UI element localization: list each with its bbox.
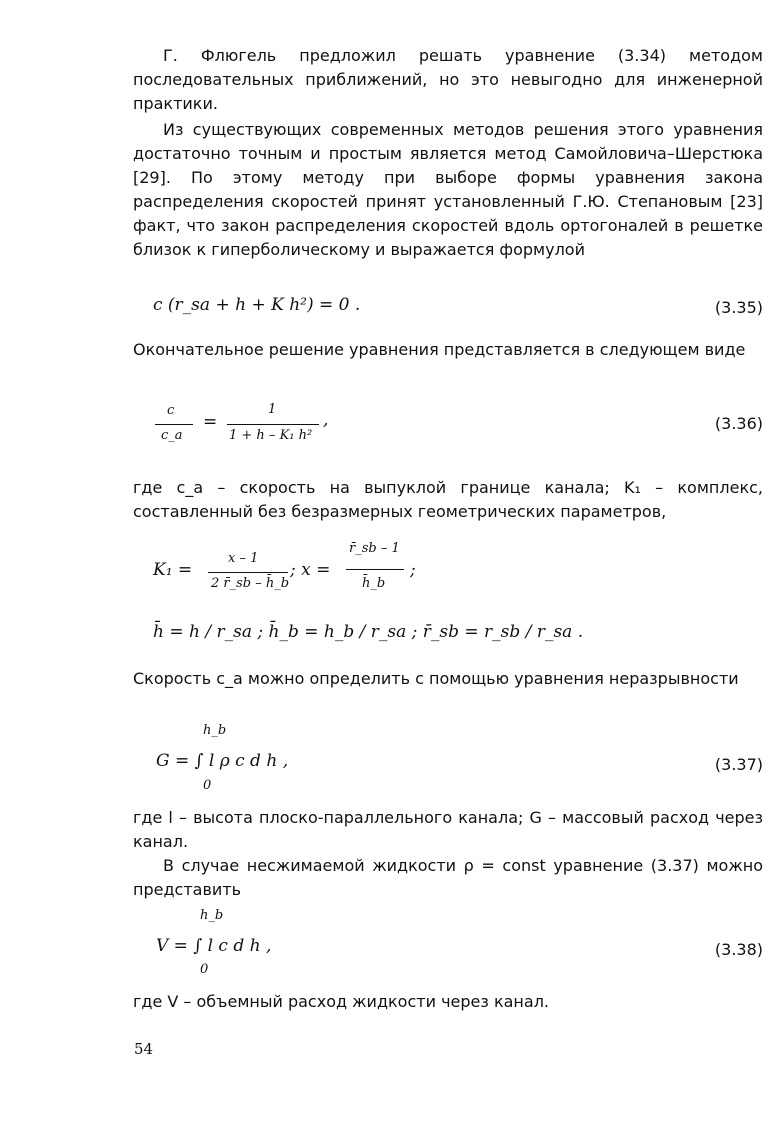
- paragraph-5: [133, 667, 763, 691]
- x-lhs: ; x =: [290, 560, 331, 580]
- paragraph-3: [133, 338, 763, 362]
- x-numerator: r̄_sb – 1: [349, 541, 400, 556]
- k1-numerator: x – 1: [228, 551, 259, 566]
- paragraph-4-text: где c_a – скорость на выпуклой границе канала; K₁ – комплекс, составленный без безразмерных геометрических параметров,: [133, 478, 763, 521]
- paragraph-8: [133, 990, 763, 1014]
- paragraph-6: [133, 806, 763, 854]
- paragraph-3-text: Окончательное решение уравнения представляется в следующем виде: [133, 340, 746, 359]
- paragraph-7-text: В случае несжимаемой жидкости ρ = const уравнение (3.37) можно представить: [133, 856, 763, 899]
- equation-number-3-38: (3.38): [714, 940, 763, 959]
- paragraph-1: [133, 44, 763, 116]
- eq336-lhs-denominator: c_a: [161, 428, 183, 443]
- equation-number-3-35: (3.35): [714, 298, 763, 317]
- equation-number-3-37: (3.37): [714, 755, 763, 774]
- eq337-upper-limit: h_b: [203, 723, 227, 738]
- paragraph-6-text: где l – высота плоско-параллельного канала; G – массовый расход через канал.: [133, 808, 763, 851]
- eq336-comma: ,: [323, 410, 329, 430]
- equation-3-37: G = ∫ l ρ c d h ,: [156, 751, 289, 771]
- x-denominator: h̄_b: [362, 576, 386, 591]
- paragraph-7: [133, 854, 763, 902]
- k1-fraction-bar: [208, 572, 288, 573]
- eq336-rhs-denominator: 1 + h – K₁ h²: [229, 428, 313, 443]
- definitions-line: h̄ = h / r_sa ; h̄_b = h_b / r_sa ; r̄_sb = r_sb / r_sa .: [153, 622, 584, 642]
- x-end: ;: [410, 560, 416, 580]
- k1-lhs: K₁ =: [153, 560, 193, 580]
- eq336-rhs-numerator: 1: [268, 402, 277, 417]
- equation-3-35: c (r_sa + h + K h²) = 0 .: [153, 295, 361, 315]
- eq336-rhs-fraction-bar: [227, 424, 319, 425]
- eq336-lhs-numerator: c: [167, 403, 175, 418]
- paragraph-4: [133, 476, 763, 524]
- equation-3-38: V = ∫ l c d h ,: [156, 936, 272, 956]
- x-fraction-bar: [346, 569, 404, 570]
- page-number: 54: [134, 1040, 154, 1058]
- eq336-equals: =: [203, 412, 218, 432]
- paragraph-2-text: Из существующих современных методов решения этого уравнения достаточно точным и простым является метод Самойловича–Шерстюка [29]. По этому методу при выборе формы уравнения закона распределения скоростей принят установленный Г.Ю. Степановым [23] факт, что закон распределения скоростей вдоль ортогоналей в решетке близок к гиперболическому и выражается формулой: [133, 120, 763, 259]
- paragraph-5-text: Скорость c_a можно определить с помощью уравнения неразрывности: [133, 669, 739, 688]
- equation-number-3-36: (3.36): [714, 414, 763, 433]
- paragraph-8-text: где V – объемный расход жидкости через канал.: [133, 992, 549, 1011]
- eq338-lower-limit: 0: [200, 962, 209, 977]
- eq338-upper-limit: h_b: [200, 908, 224, 923]
- paragraph-1-text: Г. Флюгель предложил решать уравнение (3.34) методом последовательных приближений, но это невыгодно для инженерной практики.: [133, 46, 763, 113]
- eq337-lower-limit: 0: [203, 778, 212, 793]
- paragraph-2: [133, 118, 763, 262]
- eq336-lhs-fraction-bar: [155, 424, 193, 425]
- k1-denominator: 2 r̄_sb – h̄_b: [211, 576, 290, 591]
